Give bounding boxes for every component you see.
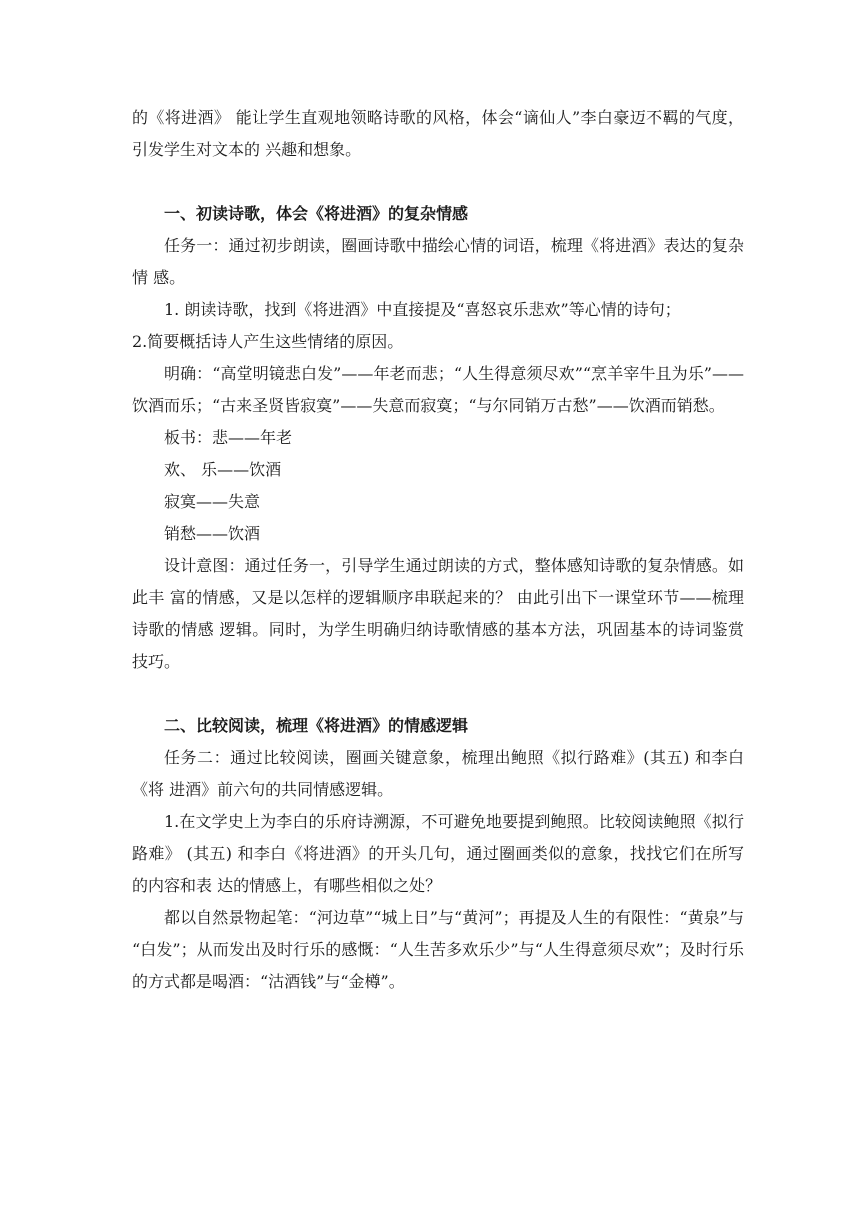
board-line-4: 销愁——饮酒: [164, 524, 261, 543]
section2-step1: 1.在文学史上为李白的乐府诗溯源，不可避免地要提到鲍照。比较阅读鲍照《拟行路难》 (其五) 和李白《将进酒》的开头几句，通过圈画类似的意象，找找它们在所写的内容和表 达的情感上，有哪些相似之处？: [132, 812, 744, 895]
board-line-1: 板书：悲——年老: [164, 428, 293, 447]
section1-step2: 2.简要概括诗人产生这些情绪的原因。: [132, 332, 404, 351]
section1-answer: 明确：“高堂明镜悲白发”——年老而悲；“人生得意须尽欢”“烹羊宰牛且为乐”—— 饮酒而乐；“古来圣贤皆寂寞”——失意而寂寞；“与尔同销万古愁”——饮酒而销愁。: [132, 364, 744, 415]
board-line-2: 欢、 乐——饮酒: [164, 460, 282, 479]
section1-task: 任务一：通过初步朗读，圈画诗歌中描绘心情的词语，梳理《将进酒》表达的复杂情 感。: [132, 236, 744, 287]
intro-paragraph: 的《将进酒》 能让学生直观地领略诗歌的风格，体会“谪仙人”李白豪迈不羁的气度，引发学生对文本的 兴趣和想象。: [132, 108, 744, 159]
section2-answer: 都以自然景物起笔：“河边草”“城上日”与“黄河”；再提及人生的有限性：“黄泉”与 “白发”；从而发出及时行乐的感慨：“人生苦多欢乐少”与“人生得意须尽欢”；及时行乐 的方式都是喝酒：“沽酒钱”与“金樽”。: [132, 908, 744, 991]
section2-heading: 二、比较阅读，梳理《将进酒》的情感逻辑: [164, 716, 469, 735]
board-line-3: 寂寞——失意: [164, 492, 261, 511]
spacer: [132, 678, 744, 710]
document-page: [132, 102, 744, 998]
spacer: [132, 166, 744, 198]
section1-step1: 1. 朗读诗歌，找到《将进酒》中直接提及“喜怒哀乐悲欢”等心情的诗句；: [164, 300, 681, 319]
section1-design-intent: 设计意图：通过任务一，引导学生通过朗读的方式，整体感知诗歌的复杂情感。如此丰 富的情感，又是以怎样的逻辑顺序串联起来的？ 由此引出下一课堂环节——梳理诗歌的情感 逻辑。同时，为学生明确归纳诗歌情感的基本方法，巩固基本的诗词鉴赏技巧。: [132, 556, 744, 671]
section2-task: 任务二：通过比较阅读，圈画关键意象，梳理出鲍照《拟行路难》(其五) 和李白《将 进酒》前六句的共同情感逻辑。: [132, 748, 744, 799]
section1-heading: 一、初读诗歌，体会《将进酒》的复杂情感: [164, 204, 469, 223]
